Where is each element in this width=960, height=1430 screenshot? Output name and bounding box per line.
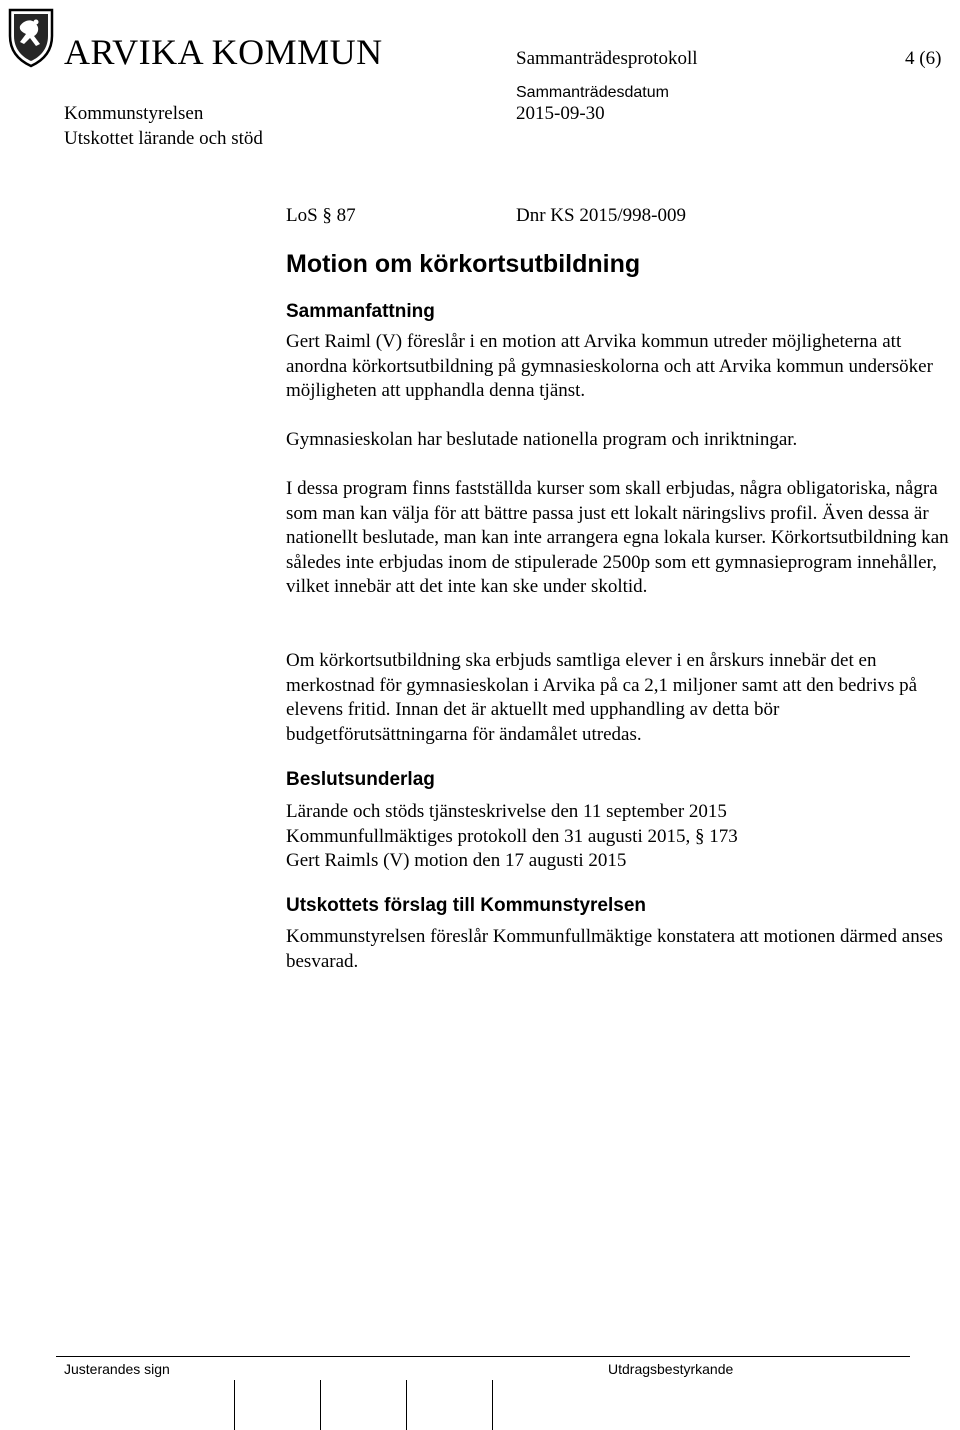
brand-wordmark: ARVIKA KOMMUN: [64, 32, 383, 72]
document-type: Sammanträdesprotokoll: [516, 48, 698, 69]
footer-left-label: Justerandes sign: [64, 1361, 170, 1377]
footer-right-label: Utdragsbestyrkande: [608, 1361, 734, 1377]
signature-box-divider: [492, 1380, 493, 1430]
meeting-date: 2015-09-30: [516, 103, 605, 124]
page-number: 4 (6): [905, 48, 942, 69]
committee-name: Utskottet lärande och stöd: [64, 128, 263, 149]
summary-paragraph-3: I dessa program finns fastställda kurser som skall erbjudas, några obligatoriska, några som man kan välja för att bättre passa just ett lokalt näringslivs profil. Även dessa är nationellt beslutade, man kan inte arrangera egna lokala kurser. Körkortsutbildning kan således inte erbjudas inom de stipulerade 2500p som ett gymnasieprogram innehåller, vilket innebär att det inte kan ske under skoltid.: [286, 478, 949, 597]
case-title: Motion om körkortsutbildning: [286, 250, 641, 278]
basis-item: Kommunfullmäktiges protokoll den 31 augusti 2015, § 173: [286, 825, 738, 847]
proposal-heading: Utskottets förslag till Kommunstyrelsen: [286, 895, 647, 916]
signature-box-divider: [234, 1380, 235, 1430]
signature-box-divider: [406, 1380, 407, 1430]
summary-paragraph-4: Om körkortsutbildning ska erbjuds samtliga elever i en årskurs innebär det en merkostnad för gymnasieskolan i Arvika på ca 2,1 miljoner samt att den bedrivs på elevens fritid. Innan det är aktuellt med upphandling av detta bör budgetförutsättningarna för ändamålet utredas.: [286, 650, 918, 745]
basis-item: Gert Raimls (V) motion den 17 augusti 2015: [286, 850, 627, 871]
registration-number: Dnr KS 2015/998-009: [516, 205, 686, 226]
summary-heading: Sammanfattning: [286, 301, 435, 322]
proposal-text: Kommunstyrelsen föreslår Kommunfullmäktige konstatera att motionen därmed anses besvarad.: [286, 926, 943, 972]
basis-heading: Beslutsunderlag: [286, 769, 435, 790]
organization: Kommunstyrelsen: [64, 103, 204, 124]
meeting-date-label: Sammanträdesdatum: [516, 84, 669, 101]
signature-box-divider: [320, 1380, 321, 1430]
section-number: LoS § 87: [286, 205, 356, 226]
basis-list: [286, 800, 954, 874]
basis-item: Lärande och stöds tjänsteskrivelse den 11 september 2015: [286, 801, 727, 822]
footer-rule: [56, 1356, 910, 1357]
summary-paragraph-2: Gymnasieskolan har beslutade nationella program och inriktningar.: [286, 429, 798, 450]
coat-of-arms-logo: [6, 6, 56, 68]
summary-paragraph-1: Gert Raiml (V) föreslår i en motion att Arvika kommun utreder möjligheterna att anordna körkortsutbildning på gymnasieskolorna och att Arvika kommun undersöker möjligheten att upphandla denna tjänst.: [286, 331, 933, 401]
